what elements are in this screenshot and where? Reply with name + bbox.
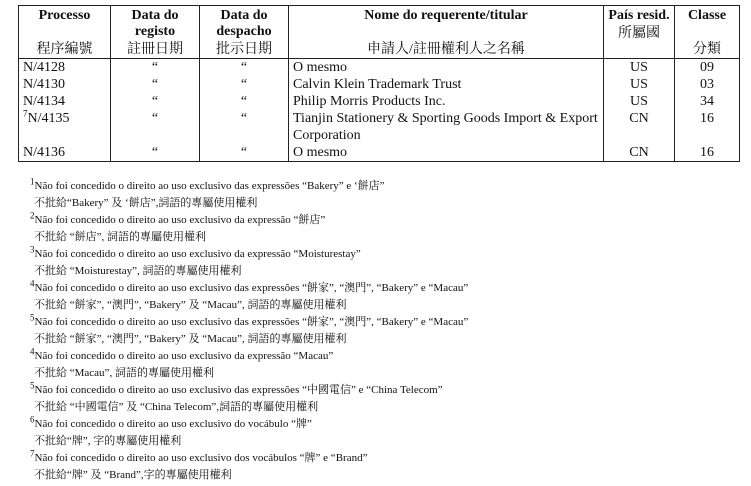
footnote-text: Não foi concedido o direito ao uso exclusivo da expressão “餅店” — [34, 214, 326, 226]
pais-header: País resid. — [608, 8, 670, 23]
footnote-pt — [30, 416, 730, 433]
nome-header-zh: 申請人/註冊權利人之名稱 — [367, 42, 525, 57]
footnote-zh: 不批給“Bakery” 及 ‘餅店”,詞語的專屬使用權利 — [34, 197, 258, 209]
footnote-number: 3 — [30, 244, 35, 255]
footnote-pt — [30, 246, 730, 263]
data-despacho-cell: “ — [200, 76, 289, 93]
footnote-pt — [30, 348, 730, 365]
pais-cell: CN — [604, 144, 675, 162]
data-registo-cell: “ — [111, 110, 200, 144]
col-nome — [289, 6, 604, 59]
data-registo-cell: “ — [111, 93, 200, 110]
col-data-registo — [111, 6, 200, 59]
processo-value: N/4130 — [23, 77, 65, 92]
footnote-zh: 不批給 “Macau”, 詞語的專屬使用權利 — [34, 367, 214, 379]
classe-cell: 09 — [675, 59, 740, 77]
data-despacho-cell: “ — [200, 59, 289, 77]
footnote-zh: 不批給 “中國電信” 及 “China Telecom”,詞語的專屬使用權利 — [34, 401, 319, 413]
col-processo — [19, 6, 111, 59]
footnote-number: 7 — [30, 448, 35, 459]
footnote-text: Não foi concedido o direito ao uso exclusivo da expressão “Macau” — [34, 350, 334, 362]
footnote-number: 5 — [30, 380, 35, 391]
footnote-zh: 不批給 “餅家”, “澳門”, “Bakery” 及 “Macau”, 詞語的專屬使用權利 — [34, 299, 347, 311]
nome-cell: Tianjin Stationery & Sporting Goods Import & Export Corporation — [289, 110, 604, 144]
nome-cell: O mesmo — [289, 59, 604, 77]
processo-value: N/4128 — [23, 60, 65, 75]
processo-header-zh: 程序編號 — [36, 42, 93, 57]
processo-cell — [19, 59, 111, 77]
processo-value: N/4134 — [23, 94, 65, 109]
nome-header: Nome do requerente/titular — [364, 8, 528, 23]
col-classe — [675, 6, 740, 59]
table-row — [19, 144, 740, 162]
col-data-despacho — [200, 6, 289, 59]
footnote-zh: 不批給 “餅店”, 詞語的專屬使用權利 — [34, 231, 207, 243]
footnote-zh: 不批給 “Moisturestay”, 詞語的專屬使用權利 — [34, 265, 242, 277]
table-row — [19, 93, 740, 110]
footnote-number: 6 — [30, 414, 35, 425]
footnote-zh: 不批給 “餅家”, “澳門”, “Bakery” 及 “Macau”, 詞語的專屬使用權利 — [34, 333, 347, 345]
processo-value: N/4135 — [27, 111, 70, 126]
table-row — [19, 59, 740, 77]
col-pais — [604, 6, 675, 59]
footnote-text: Não foi concedido o direito ao uso exclusivo das expressões “中國電信” e “China Telecom” — [34, 384, 443, 396]
footnote-text: Não foi concedido o direito ao uso exclusivo das expressões “餅家”, “澳門”, “Bakery” e “Macau” — [34, 282, 469, 294]
data-despacho-header: Data do despacho — [216, 8, 272, 39]
trademark-table — [18, 5, 740, 162]
processo-cell — [19, 110, 111, 144]
footnotes — [30, 178, 730, 484]
data-registo-cell: “ — [111, 144, 200, 162]
processo-header: Processo — [38, 8, 91, 23]
footnote-pt — [30, 212, 730, 229]
footnote-number: 5 — [30, 312, 35, 323]
footnote-pt — [30, 314, 730, 331]
table-row — [19, 110, 740, 144]
data-registo-cell: “ — [111, 76, 200, 93]
data-registo-header: Data do registo — [131, 8, 179, 39]
footnote-pt — [30, 178, 730, 195]
footnote-pt — [30, 450, 730, 467]
footnote-text: Não foi concedido o direito ao uso exclusivo da expressão “Moisturestay” — [34, 248, 361, 260]
pais-cell: US — [604, 59, 675, 77]
footnote-number: 2 — [30, 210, 35, 221]
nome-cell: Calvin Klein Trademark Trust — [289, 76, 604, 93]
processo-cell — [19, 93, 111, 110]
data-registo-header-zh: 註冊日期 — [127, 42, 183, 57]
footnote-number: 4 — [30, 346, 35, 357]
footnote-zh: 不批給“牌” 及 “Brand”,字的專屬使用權利 — [34, 469, 232, 481]
classe-cell: 34 — [675, 93, 740, 110]
pais-cell: CN — [604, 110, 675, 144]
data-registo-cell: “ — [111, 59, 200, 77]
footnote-zh: 不批給“牌”, 字的專屬使用權利 — [34, 435, 182, 447]
footnote-number: 4 — [30, 278, 35, 289]
classe-header: Classe — [687, 8, 727, 23]
data-despacho-cell: “ — [200, 93, 289, 110]
pais-header-zh: 所屬國 — [618, 26, 660, 41]
footnote-text: Não foi concedido o direito ao uso exclusivo do vocábulo “牌” — [34, 418, 312, 430]
classe-header-zh: 分類 — [693, 42, 721, 57]
footnote-number: 1 — [30, 176, 35, 187]
nome-cell: O mesmo — [289, 144, 604, 162]
pais-cell: US — [604, 93, 675, 110]
classe-cell: 16 — [675, 110, 740, 144]
table-row — [19, 76, 740, 93]
processo-value: N/4136 — [23, 145, 65, 160]
footnote-text: Não foi concedido o direito ao uso exclusivo das expressões “餅家”, “澳門”, “Bakery” e “Macau” — [34, 316, 469, 328]
classe-cell: 03 — [675, 76, 740, 93]
footnote-text: Não foi concedido o direito ao uso exclusivo das expressões “Bakery” e ‘餅店” — [34, 180, 385, 192]
footnote-pt — [30, 382, 730, 399]
row-footnote-ref: 7 — [23, 108, 28, 119]
nome-cell: Philip Morris Products Inc. — [289, 93, 604, 110]
table-header-row — [19, 6, 740, 59]
processo-cell — [19, 76, 111, 93]
footnote-pt — [30, 280, 730, 297]
classe-cell: 16 — [675, 144, 740, 162]
data-despacho-header-zh: 批示日期 — [216, 42, 272, 57]
pais-cell: US — [604, 76, 675, 93]
data-despacho-cell: “ — [200, 110, 289, 144]
processo-cell — [19, 144, 111, 162]
footnote-text: Não foi concedido o direito ao uso exclusivo dos vocábulos “牌” e “Brand” — [34, 452, 368, 464]
data-despacho-cell: “ — [200, 144, 289, 162]
